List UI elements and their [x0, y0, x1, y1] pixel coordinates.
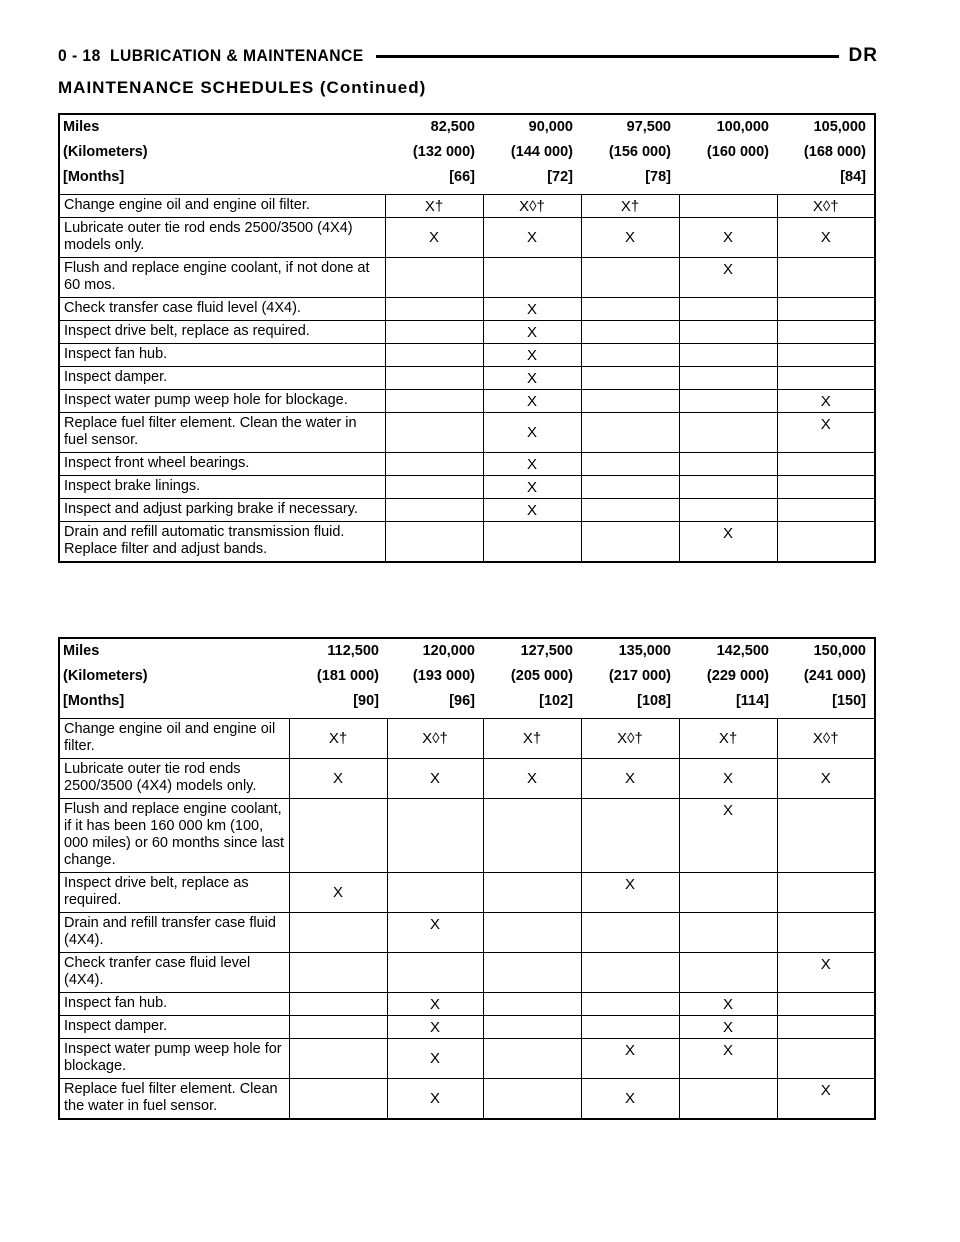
schedule-mark-cell: X†	[581, 195, 679, 218]
schedule-mark-cell	[581, 522, 679, 563]
header-miles-cell: 150,000	[813, 643, 866, 659]
header-months-cell: [114]	[735, 693, 769, 709]
schedule-mark-cell	[387, 953, 483, 993]
task-cell: Inspect damper.	[59, 367, 385, 390]
schedule-mark-cell	[679, 344, 777, 367]
schedule-mark-cell: X	[289, 759, 387, 799]
page-number: 0 - 18	[58, 46, 101, 65]
schedule-mark-cell: X	[483, 367, 581, 390]
schedule-mark-cell	[679, 321, 777, 344]
schedule-mark-cell	[581, 953, 679, 993]
schedule-mark-cell	[289, 1039, 387, 1079]
header-kilometers-cell: (156 000)	[608, 144, 671, 160]
model-code: DR	[848, 45, 878, 66]
table-row	[59, 953, 875, 993]
schedule-mark-cell: X	[679, 258, 777, 298]
header-months-cell: [90]	[353, 693, 379, 709]
schedule-mark-cell: X	[483, 218, 581, 258]
table-row	[59, 522, 875, 563]
task-cell: Replace fuel filter element. Clean the water in fuel sensor.	[59, 1079, 289, 1120]
page-title: MAINTENANCE SCHEDULES (Continued)	[58, 78, 427, 97]
schedule-mark-cell	[385, 413, 483, 453]
schedule-mark-cell: X	[581, 1079, 679, 1120]
table-row	[59, 1039, 875, 1079]
task-cell: Flush and replace engine coolant, if not done at 60 mos.	[59, 258, 385, 298]
schedule-mark-cell	[483, 873, 581, 913]
header-kilometers-cell: (205 000)	[510, 668, 573, 684]
maintenance-table-2	[58, 637, 876, 1120]
header-months-cell: [108]	[637, 693, 671, 709]
schedule-mark-cell: X	[777, 759, 875, 799]
schedule-mark-cell: X	[679, 218, 777, 258]
schedule-mark-cell	[387, 873, 483, 913]
task-cell: Check transfer case fluid level (4X4).	[59, 298, 385, 321]
table-row	[59, 873, 875, 913]
schedule-mark-cell	[581, 413, 679, 453]
table-row	[59, 321, 875, 344]
task-cell: Inspect water pump weep hole for blockage.	[59, 390, 385, 413]
header-kilometers-cell: (193 000)	[412, 668, 475, 684]
schedule-mark-cell	[385, 499, 483, 522]
schedule-mark-cell: X	[581, 759, 679, 799]
schedule-mark-cell: X	[679, 1016, 777, 1039]
schedule-mark-cell	[385, 390, 483, 413]
task-cell: Inspect damper.	[59, 1016, 289, 1039]
schedule-mark-cell: X◊†	[483, 195, 581, 218]
table-row	[59, 993, 875, 1016]
task-cell: Inspect fan hub.	[59, 344, 385, 367]
table-row	[59, 390, 875, 413]
schedule-mark-cell	[777, 453, 875, 476]
schedule-mark-cell	[777, 499, 875, 522]
schedule-mark-cell	[483, 258, 581, 298]
schedule-mark-cell	[289, 1079, 387, 1120]
table-row	[59, 1079, 875, 1120]
header-row-months	[59, 165, 875, 195]
header-months-cell	[679, 165, 777, 195]
schedule-mark-cell	[679, 390, 777, 413]
schedule-mark-cell	[679, 195, 777, 218]
schedule-mark-cell	[385, 321, 483, 344]
table-row	[59, 413, 875, 453]
schedule-mark-cell	[289, 799, 387, 873]
schedule-mark-cell	[581, 321, 679, 344]
schedule-mark-cell	[679, 367, 777, 390]
task-cell: Inspect fan hub.	[59, 993, 289, 1016]
schedule-mark-cell	[581, 476, 679, 499]
schedule-mark-cell: X	[387, 1016, 483, 1039]
schedule-mark-cell	[581, 913, 679, 953]
schedule-mark-cell: X	[483, 759, 581, 799]
header-miles-cell: 127,500	[520, 643, 573, 659]
header-label: (Kilometers)	[63, 668, 148, 684]
schedule-mark-cell: X	[581, 873, 679, 913]
schedule-mark-cell	[581, 258, 679, 298]
header-miles-cell: 120,000	[422, 643, 475, 659]
schedule-mark-cell	[777, 1039, 875, 1079]
task-cell: Lubricate outer tie rod ends 2500/3500 (4X4) models only.	[59, 218, 385, 258]
table-row	[59, 499, 875, 522]
schedule-mark-cell	[679, 453, 777, 476]
schedule-mark-cell: X	[679, 1039, 777, 1079]
schedule-mark-cell	[777, 298, 875, 321]
schedule-mark-cell	[581, 799, 679, 873]
schedule-mark-cell: X	[483, 344, 581, 367]
header-months-cell: [72]	[547, 169, 573, 185]
schedule-mark-cell	[385, 367, 483, 390]
schedule-mark-cell	[289, 1016, 387, 1039]
schedule-mark-cell: X	[679, 799, 777, 873]
maintenance-table-1	[58, 113, 876, 563]
schedule-mark-cell: X	[483, 390, 581, 413]
header-rule	[376, 55, 838, 58]
task-cell: Inspect water pump weep hole for blockage.	[59, 1039, 289, 1079]
schedule-mark-cell	[385, 522, 483, 563]
schedule-mark-cell	[483, 1039, 581, 1079]
schedule-mark-cell	[777, 913, 875, 953]
schedule-mark-cell: X	[777, 218, 875, 258]
schedule-mark-cell: X	[483, 321, 581, 344]
table-row	[59, 759, 875, 799]
schedule-mark-cell	[679, 913, 777, 953]
schedule-mark-cell: X	[777, 1079, 875, 1120]
schedule-mark-cell	[581, 993, 679, 1016]
table-row	[59, 1016, 875, 1039]
page-header	[58, 45, 878, 67]
task-cell: Inspect brake linings.	[59, 476, 385, 499]
schedule-mark-cell	[777, 873, 875, 913]
schedule-mark-cell: X	[679, 993, 777, 1016]
task-cell: Lubricate outer tie rod ends 2500/3500 (4X4) models only.	[59, 759, 289, 799]
schedule-mark-cell: X†	[385, 195, 483, 218]
schedule-mark-cell: X	[387, 759, 483, 799]
schedule-mark-cell	[385, 298, 483, 321]
task-cell: Flush and replace engine coolant, if it has been 160 000 km (100, 000 miles) or 60 months since last change.	[59, 799, 289, 873]
table-row	[59, 453, 875, 476]
header-months-cell: [150]	[832, 693, 866, 709]
schedule-mark-cell: X	[483, 499, 581, 522]
schedule-mark-cell: X◊†	[387, 719, 483, 759]
schedule-mark-cell: X	[387, 1079, 483, 1120]
schedule-mark-cell	[385, 258, 483, 298]
schedule-mark-cell: X†	[483, 719, 581, 759]
task-cell: Drain and refill automatic transmission fluid. Replace filter and adjust bands.	[59, 522, 385, 563]
schedule-mark-cell	[777, 344, 875, 367]
schedule-mark-cell	[679, 298, 777, 321]
schedule-mark-cell	[581, 344, 679, 367]
table-row	[59, 344, 875, 367]
header-kilometers-cell: (217 000)	[608, 668, 671, 684]
header-months-cell: [78]	[645, 169, 671, 185]
task-cell: Change engine oil and engine oil filter.	[59, 719, 289, 759]
task-cell: Inspect front wheel bearings.	[59, 453, 385, 476]
schedule-mark-cell	[385, 453, 483, 476]
header-row-miles	[59, 114, 875, 140]
header-label: [Months]	[63, 693, 125, 709]
header-months-cell: [102]	[539, 693, 573, 709]
header-row-miles	[59, 638, 875, 664]
schedule-mark-cell	[385, 476, 483, 499]
table-row	[59, 298, 875, 321]
schedule-mark-cell: X	[385, 218, 483, 258]
schedule-mark-cell	[581, 367, 679, 390]
table-row	[59, 258, 875, 298]
schedule-mark-cell	[777, 522, 875, 563]
header-label: (Kilometers)	[63, 144, 148, 160]
schedule-mark-cell: X	[679, 759, 777, 799]
header-miles-cell: 142,500	[716, 643, 769, 659]
schedule-mark-cell	[679, 413, 777, 453]
header-kilometers-cell: (144 000)	[510, 144, 573, 160]
header-months-cell: [96]	[449, 693, 475, 709]
header-miles-cell: 90,000	[528, 119, 573, 135]
schedule-mark-cell: X	[387, 1039, 483, 1079]
schedule-mark-cell	[483, 522, 581, 563]
schedule-mark-cell	[483, 1079, 581, 1120]
task-cell: Check tranfer case fluid level (4X4).	[59, 953, 289, 993]
schedule-mark-cell	[777, 476, 875, 499]
schedule-mark-cell	[581, 390, 679, 413]
header-miles-cell: 97,500	[626, 119, 671, 135]
schedule-mark-cell: X	[387, 913, 483, 953]
schedule-mark-cell	[679, 476, 777, 499]
schedule-mark-cell	[385, 344, 483, 367]
header-kilometers-cell: (132 000)	[412, 144, 475, 160]
schedule-mark-cell	[483, 993, 581, 1016]
table-row	[59, 476, 875, 499]
table-row	[59, 195, 875, 218]
schedule-mark-cell: X	[483, 476, 581, 499]
schedule-mark-cell: X	[483, 413, 581, 453]
table-row	[59, 719, 875, 759]
table-row	[59, 799, 875, 873]
schedule-mark-cell: X	[679, 522, 777, 563]
schedule-mark-cell: X	[483, 453, 581, 476]
schedule-mark-cell	[483, 1016, 581, 1039]
task-cell: Inspect drive belt, replace as required.	[59, 873, 289, 913]
header-kilometers-cell: (181 000)	[316, 668, 379, 684]
schedule-mark-cell	[679, 499, 777, 522]
schedule-mark-cell: X	[483, 298, 581, 321]
schedule-mark-cell: X	[777, 953, 875, 993]
schedule-mark-cell: X◊†	[777, 719, 875, 759]
header-row-kilometers	[59, 664, 875, 689]
header-miles-cell: 100,000	[716, 119, 769, 135]
schedule-mark-cell	[777, 799, 875, 873]
header-label: [Months]	[63, 169, 125, 185]
header-miles-cell: 112,500	[327, 643, 379, 659]
schedule-mark-cell	[483, 913, 581, 953]
schedule-mark-cell	[581, 1016, 679, 1039]
task-cell: Replace fuel filter element. Clean the water in fuel sensor.	[59, 413, 385, 453]
section-title: LUBRICATION & MAINTENANCE	[110, 46, 365, 65]
task-cell: Inspect drive belt, replace as required.	[59, 321, 385, 344]
header-months-cell: [66]	[449, 169, 475, 185]
schedule-mark-cell: X◊†	[777, 195, 875, 218]
schedule-mark-cell	[679, 1079, 777, 1120]
schedule-mark-cell: X◊†	[581, 719, 679, 759]
schedule-mark-cell	[777, 1016, 875, 1039]
header-months-cell: [84]	[840, 169, 866, 185]
schedule-mark-cell: X†	[679, 719, 777, 759]
schedule-mark-cell	[777, 321, 875, 344]
schedule-mark-cell	[777, 258, 875, 298]
schedule-mark-cell	[387, 799, 483, 873]
schedule-mark-cell	[289, 953, 387, 993]
schedule-mark-cell	[581, 453, 679, 476]
header-miles-cell: 82,500	[430, 119, 475, 135]
task-cell: Inspect and adjust parking brake if necessary.	[59, 499, 385, 522]
schedule-mark-cell	[581, 298, 679, 321]
schedule-mark-cell	[679, 873, 777, 913]
schedule-mark-cell	[483, 953, 581, 993]
header-kilometers-cell: (241 000)	[803, 668, 866, 684]
task-cell: Change engine oil and engine oil filter.	[59, 195, 385, 218]
header-row-kilometers	[59, 140, 875, 165]
table-row	[59, 913, 875, 953]
table-row	[59, 218, 875, 258]
header-row-months	[59, 689, 875, 719]
task-cell: Drain and refill transfer case fluid (4X4).	[59, 913, 289, 953]
schedule-mark-cell	[289, 993, 387, 1016]
header-label: Miles	[63, 643, 100, 659]
schedule-mark-cell: X	[777, 413, 875, 453]
schedule-mark-cell: X	[581, 218, 679, 258]
header-kilometers-cell: (229 000)	[706, 668, 769, 684]
header-miles-cell: 105,000	[813, 119, 866, 135]
schedule-mark-cell	[581, 499, 679, 522]
schedule-mark-cell	[777, 367, 875, 390]
schedule-mark-cell	[679, 953, 777, 993]
schedule-mark-cell: X†	[289, 719, 387, 759]
header-label: Miles	[63, 119, 100, 135]
schedule-mark-cell: X	[289, 873, 387, 913]
header-miles-cell: 135,000	[618, 643, 671, 659]
schedule-mark-cell: X	[387, 993, 483, 1016]
schedule-mark-cell	[777, 993, 875, 1016]
header-kilometers-cell: (160 000)	[706, 144, 769, 160]
schedule-mark-cell: X	[777, 390, 875, 413]
schedule-mark-cell	[289, 913, 387, 953]
table-row	[59, 367, 875, 390]
schedule-mark-cell: X	[581, 1039, 679, 1079]
schedule-mark-cell	[483, 799, 581, 873]
header-kilometers-cell: (168 000)	[803, 144, 866, 160]
